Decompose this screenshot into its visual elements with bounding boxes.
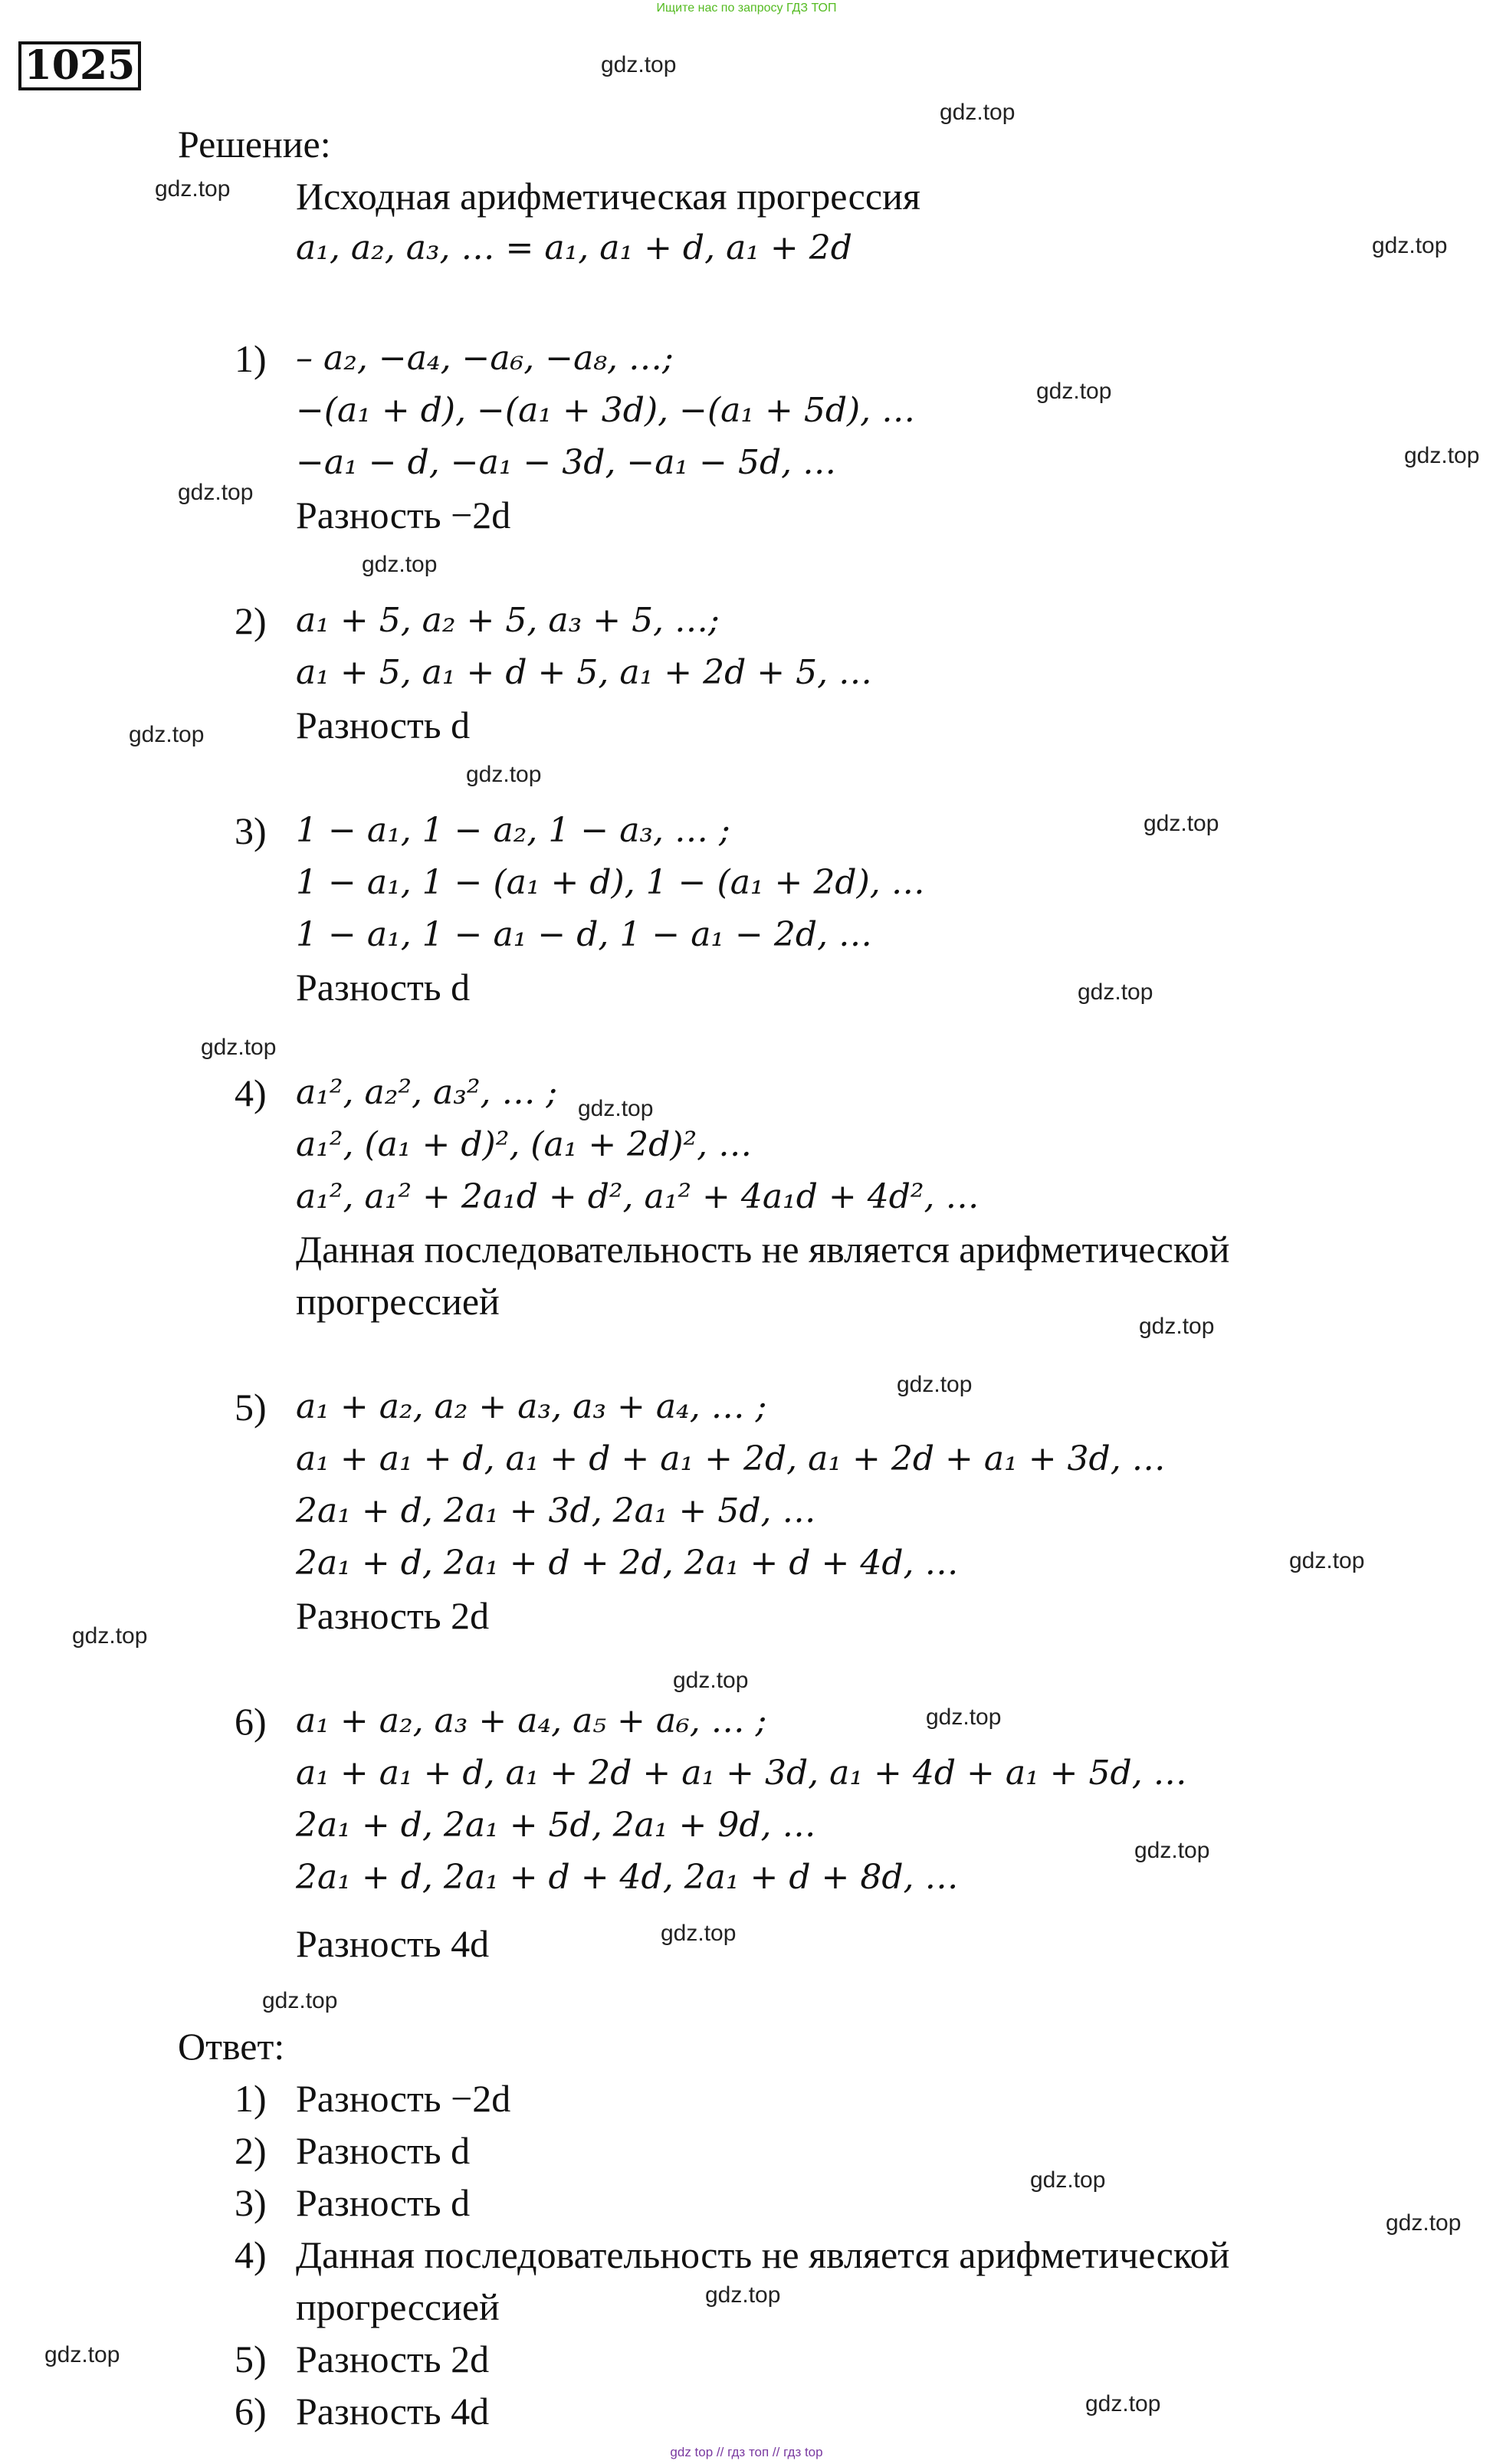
item-6-line-3: 2a₁ + d, 2a₁ + 5d, 2a₁ + 9d, … bbox=[296, 1806, 816, 1845]
solution-heading: Решение: bbox=[178, 123, 331, 166]
watermark: gdz.top bbox=[897, 1372, 973, 1397]
watermark: gdz.top bbox=[178, 480, 254, 505]
watermark: gdz.top bbox=[1030, 2167, 1106, 2193]
watermark: gdz.top bbox=[1144, 811, 1219, 836]
watermark: gdz.top bbox=[1289, 1548, 1365, 1573]
footer-watermark: gdz top // гдз топ // гдз top bbox=[670, 2445, 823, 2459]
watermark: gdz.top bbox=[129, 722, 205, 747]
intro-text: Исходная арифметическая прогрессия bbox=[296, 175, 920, 218]
watermark: gdz.top bbox=[940, 100, 1016, 125]
watermark: gdz.top bbox=[201, 1035, 277, 1060]
watermark: gdz.top bbox=[1078, 979, 1153, 1005]
watermark: gdz.top bbox=[1139, 1314, 1215, 1339]
item-1-line-1: – a₂, −a₄, −a₆, −a₈, …; bbox=[296, 339, 674, 378]
watermark: gdz.top bbox=[673, 1668, 749, 1693]
item-1-number: 1) bbox=[235, 337, 267, 380]
watermark: gdz.top bbox=[578, 1096, 654, 1121]
watermark: gdz.top bbox=[926, 1704, 1002, 1730]
watermark: gdz.top bbox=[1134, 1838, 1210, 1863]
answer-2-number: 2) bbox=[235, 2129, 267, 2172]
watermark: gdz.top bbox=[155, 176, 231, 202]
item-3-number: 3) bbox=[235, 809, 267, 852]
item-3-line-1: 1 − a₁, 1 − a₂, 1 − a₃, … ; bbox=[296, 811, 730, 850]
problem-number: 1025 bbox=[18, 41, 141, 90]
item-6-number: 6) bbox=[235, 1700, 267, 1743]
watermark: gdz.top bbox=[1404, 443, 1480, 468]
watermark: gdz.top bbox=[601, 52, 677, 77]
watermark: gdz.top bbox=[466, 762, 542, 787]
answer-3-text: Разность d bbox=[296, 2181, 471, 2224]
watermark: gdz.top bbox=[362, 552, 438, 577]
item-3-line-3: 1 − a₁, 1 − a₁ − d, 1 − a₁ − 2d, … bbox=[296, 915, 873, 954]
item-6-line-2: a₁ + a₁ + d, a₁ + 2d + a₁ + 3d, a₁ + 4d + a₁ + 5d, … bbox=[296, 1754, 1187, 1793]
item-5-result: Разность 2d bbox=[296, 1594, 490, 1637]
item-3-line-2: 1 − a₁, 1 − (a₁ + d), 1 − (a₁ + 2d), … bbox=[296, 863, 925, 902]
item-5-line-2: a₁ + a₁ + d, a₁ + d + a₁ + 2d, a₁ + 2d + a₁ + 3d, … bbox=[296, 1439, 1166, 1478]
item-4-line-2: a₁², (a₁ + d)², (a₁ + 2d)², … bbox=[296, 1125, 753, 1164]
watermark: gdz.top bbox=[705, 2282, 781, 2308]
item-2-line-2: a₁ + 5, a₁ + d + 5, a₁ + 2d + 5, … bbox=[296, 653, 873, 692]
item-4-line-3: a₁², a₁² + 2a₁d + d², a₁² + 4a₁d + 4d², … bbox=[296, 1177, 979, 1216]
answer-6-number: 6) bbox=[235, 2390, 267, 2433]
watermark: gdz.top bbox=[72, 1623, 148, 1649]
answer-4-text: Данная последовательность не является арифметической bbox=[296, 2233, 1230, 2276]
answer-6-text: Разность 4d bbox=[296, 2390, 490, 2433]
item-2-number: 2) bbox=[235, 599, 267, 642]
answer-5-text: Разность 2d bbox=[296, 2338, 490, 2380]
top-banner: Ищите нас по запросу ГДЗ ТОП bbox=[656, 2, 837, 15]
watermark: gdz.top bbox=[1372, 233, 1448, 258]
item-6-result: Разность 4d bbox=[296, 1922, 490, 1965]
item-4-number: 4) bbox=[235, 1071, 267, 1114]
item-4-line-1: a₁², a₂², a₃², … ; bbox=[296, 1073, 558, 1112]
answer-heading: Ответ: bbox=[178, 2025, 285, 2068]
answer-3-number: 3) bbox=[235, 2181, 267, 2224]
item-5-number: 5) bbox=[235, 1386, 267, 1429]
intro-formula: a₁, a₂, a₃, … = a₁, a₁ + d, a₁ + 2d bbox=[296, 228, 852, 267]
answer-4-number: 4) bbox=[235, 2233, 267, 2276]
item-4-result-cont: прогрессией bbox=[296, 1280, 500, 1323]
item-1-line-2: −(a₁ + d), −(a₁ + 3d), −(a₁ + 5d), … bbox=[296, 391, 916, 430]
item-1-result: Разность −2d bbox=[296, 494, 511, 536]
answer-1-number: 1) bbox=[235, 2077, 267, 2120]
answer-1-text: Разность −2d bbox=[296, 2077, 511, 2120]
item-2-line-1: a₁ + 5, a₂ + 5, a₃ + 5, …; bbox=[296, 601, 720, 640]
item-6-line-4: 2a₁ + d, 2a₁ + d + 4d, 2a₁ + d + 8d, … bbox=[296, 1858, 959, 1897]
item-5-line-1: a₁ + a₂, a₂ + a₃, a₃ + a₄, … ; bbox=[296, 1387, 767, 1426]
item-5-line-3: 2a₁ + d, 2a₁ + 3d, 2a₁ + 5d, … bbox=[296, 1491, 816, 1531]
item-3-result: Разность d bbox=[296, 966, 471, 1009]
watermark: gdz.top bbox=[1036, 379, 1112, 404]
watermark: gdz.top bbox=[1386, 2210, 1462, 2236]
item-6-line-1: a₁ + a₂, a₃ + a₄, a₅ + a₆, … ; bbox=[296, 1701, 767, 1741]
item-1-line-3: −a₁ − d, −a₁ − 3d, −a₁ − 5d, … bbox=[296, 443, 837, 482]
watermark: gdz.top bbox=[1085, 2391, 1161, 2416]
item-2-result: Разность d bbox=[296, 704, 471, 746]
answer-4-text-cont: прогрессией bbox=[296, 2285, 500, 2328]
watermark: gdz.top bbox=[44, 2342, 120, 2367]
watermark: gdz.top bbox=[661, 1921, 737, 1946]
item-4-result: Данная последовательность не является арифметической bbox=[296, 1228, 1230, 1271]
answer-2-text: Разность d bbox=[296, 2129, 471, 2172]
answer-5-number: 5) bbox=[235, 2338, 267, 2380]
item-5-line-4: 2a₁ + d, 2a₁ + d + 2d, 2a₁ + d + 4d, … bbox=[296, 1544, 959, 1583]
watermark: gdz.top bbox=[262, 1988, 338, 2013]
